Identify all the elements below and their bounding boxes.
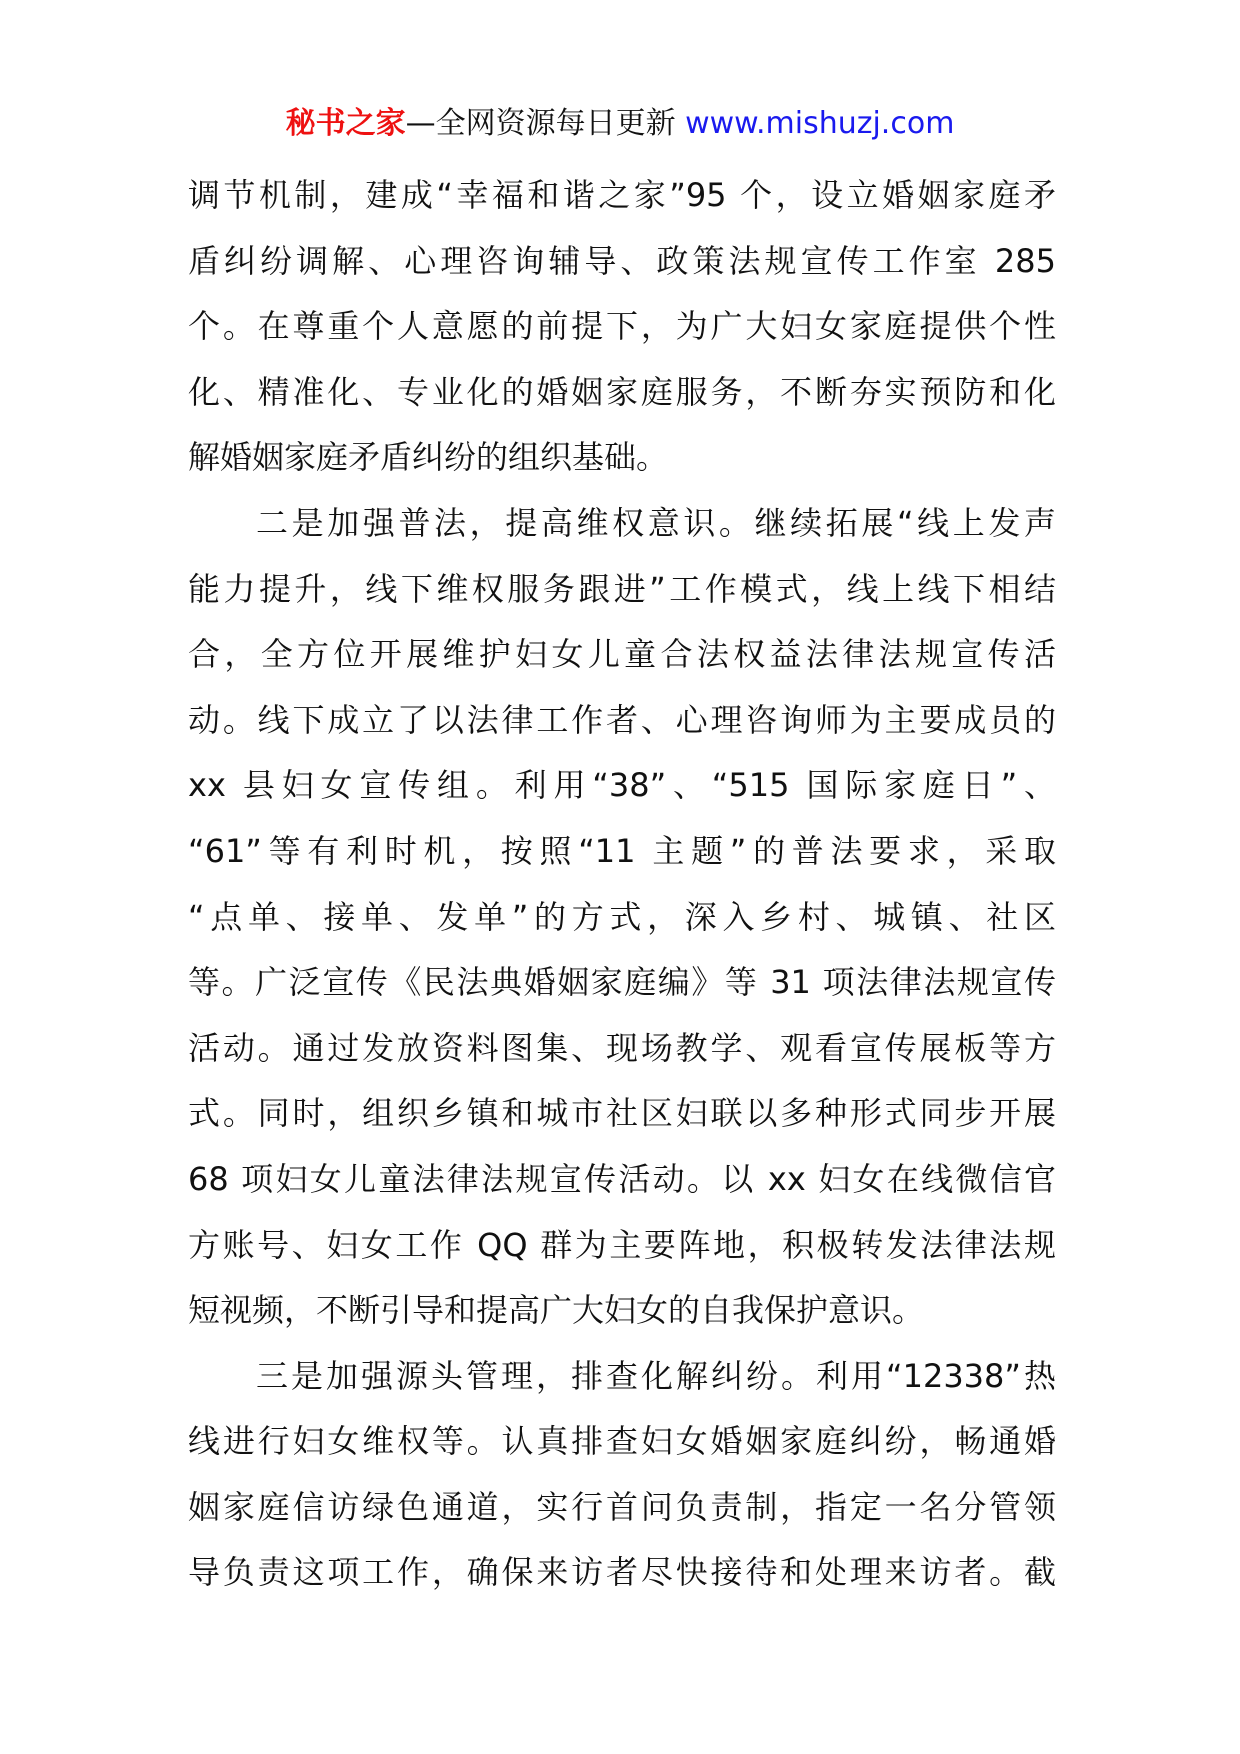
- text-line: 合，全方位开展维护妇女儿童合法权益法律法规宣传活: [188, 635, 1056, 674]
- text-line: “点单、接单、发单”的方式，深入乡村、城镇、社区: [188, 897, 1056, 936]
- text-line: 68 项妇女儿童法律法规宣传活动。以 xx 妇女在线微信官: [188, 1159, 1056, 1198]
- text-line: 动。线下成立了以法律工作者、心理咨询师为主要成员的: [188, 700, 1056, 739]
- header-slogan: —全网资源每日更新: [405, 106, 676, 141]
- paragraph-start-line: 二是加强普法，提高维权意识。继续拓展“线上发声: [256, 503, 1056, 542]
- paragraph-end-line: 短视频，不断引导和提高广大妇女的自我保护意识。: [188, 1291, 925, 1330]
- text-line: 化、精准化、专业化的婚姻家庭服务，不断夯实预防和化: [188, 372, 1056, 411]
- text-line: xx 县妇女宣传组。利用“38”、“515 国际家庭日”、: [188, 766, 1056, 805]
- text-line: 活动。通过发放资料图集、现场教学、观看宣传展板等方: [188, 1028, 1056, 1067]
- text-line: 能力提升，线下维权服务跟进”工作模式，线上线下相结: [188, 569, 1056, 608]
- header-brand: 秘书之家: [285, 106, 406, 141]
- text-line: 盾纠纷调解、心理咨询辅导、政策法规宣传工作室 285: [188, 241, 1056, 280]
- paragraph-end-line: 解婚姻家庭矛盾纠纷的组织基础。: [188, 438, 669, 477]
- text-line: 调节机制，建成“幸福和谐之家”95 个，设立婚姻家庭矛: [188, 176, 1056, 214]
- text-line: “61”等有利时机，按照“11 主题”的普法要求，采取: [188, 831, 1056, 870]
- text-line: 导负责这项工作，确保来访者尽快接待和处理来访者。截: [188, 1553, 1056, 1592]
- page-header: [0, 100, 1240, 148]
- text-line: 姻家庭信访绿色通道，实行首问负责制，指定一名分管领: [188, 1487, 1056, 1526]
- document-body: [188, 163, 1056, 1606]
- paragraph-start-line: 三是加强源头管理，排查化解纠纷。利用“12338”热: [256, 1356, 1056, 1395]
- text-line: 等。广泛宣传《民法典婚姻家庭编》等 31 项法律法规宣传: [188, 963, 1056, 1002]
- header-website-link[interactable]: www.mishuzj.com: [675, 106, 955, 141]
- text-line: 线进行妇女维权等。认真排查妇女婚姻家庭纠纷，畅通婚: [188, 1422, 1056, 1461]
- text-line: 方账号、妇女工作 QQ 群为主要阵地，积极转发法律法规: [188, 1225, 1056, 1264]
- text-line: 式。同时，组织乡镇和城市社区妇联以多种形式同步开展: [188, 1094, 1056, 1133]
- text-line: 个。在尊重个人意愿的前提下，为广大妇女家庭提供个性: [188, 307, 1056, 346]
